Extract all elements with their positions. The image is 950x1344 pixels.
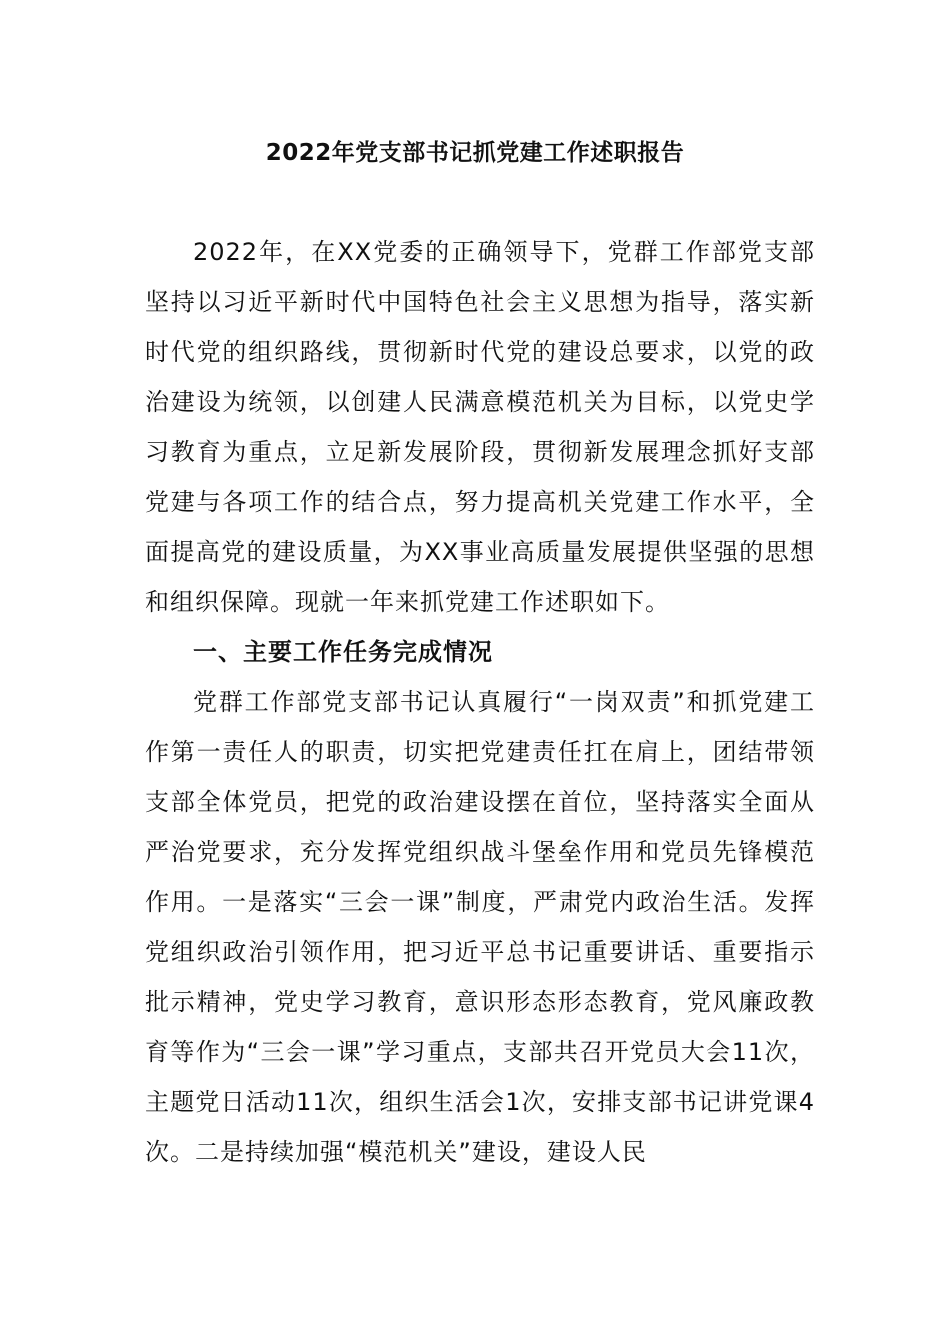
intro-paragraph: 2022年，在XX党委的正确领导下，党群工作部党支部坚持以习近平新时代中国特色社会主义思想为指导，落实新时代党的组织路线，贯彻新时代党的建设总要求，以党的政治建设为统领，以创建人民满意模范机关为目标，以党史学习教育为重点，立足新发展阶段，贯彻新发展理念抓好支部党建与各项工作的结合点，努力提高机关党建工作水平，全面提高党的建设质量，为XX事业高质量发展提供坚强的思想和组织保障。现就一年来抓党建工作述职如下。	[145, 238, 815, 616]
section-paragraph: 党群工作部党支部书记认真履行“一岗双责”和抓党建工作第一责任人的职责，切实把党建责任扛在肩上，团结带领支部全体党员，把党的政治建设摆在首位，坚持落实全面从严治党要求，充分发挥党组织战斗堡垒作用和党员先锋模范作用。一是落实“三会一课”制度，严肃党内政治生活。发挥党组织政治引领作用，把习近平总书记重要讲话、重要指示批示精神，党史学习教育，意识形态形态教育，党风廉政教育等作为“三会一课”学习重点，支部共召开党员大会11次，主题党日活动11次，组织生活会1次，安排支部书记讲党课4次。二是持续加强“模范机关”建设，建设人民	[145, 688, 815, 1166]
document-title: 2022年党支部书记抓党建工作述职报告	[265, 140, 685, 166]
section-heading: 一、主要工作任务完成情况	[193, 638, 493, 666]
document-body	[145, 227, 815, 1177]
